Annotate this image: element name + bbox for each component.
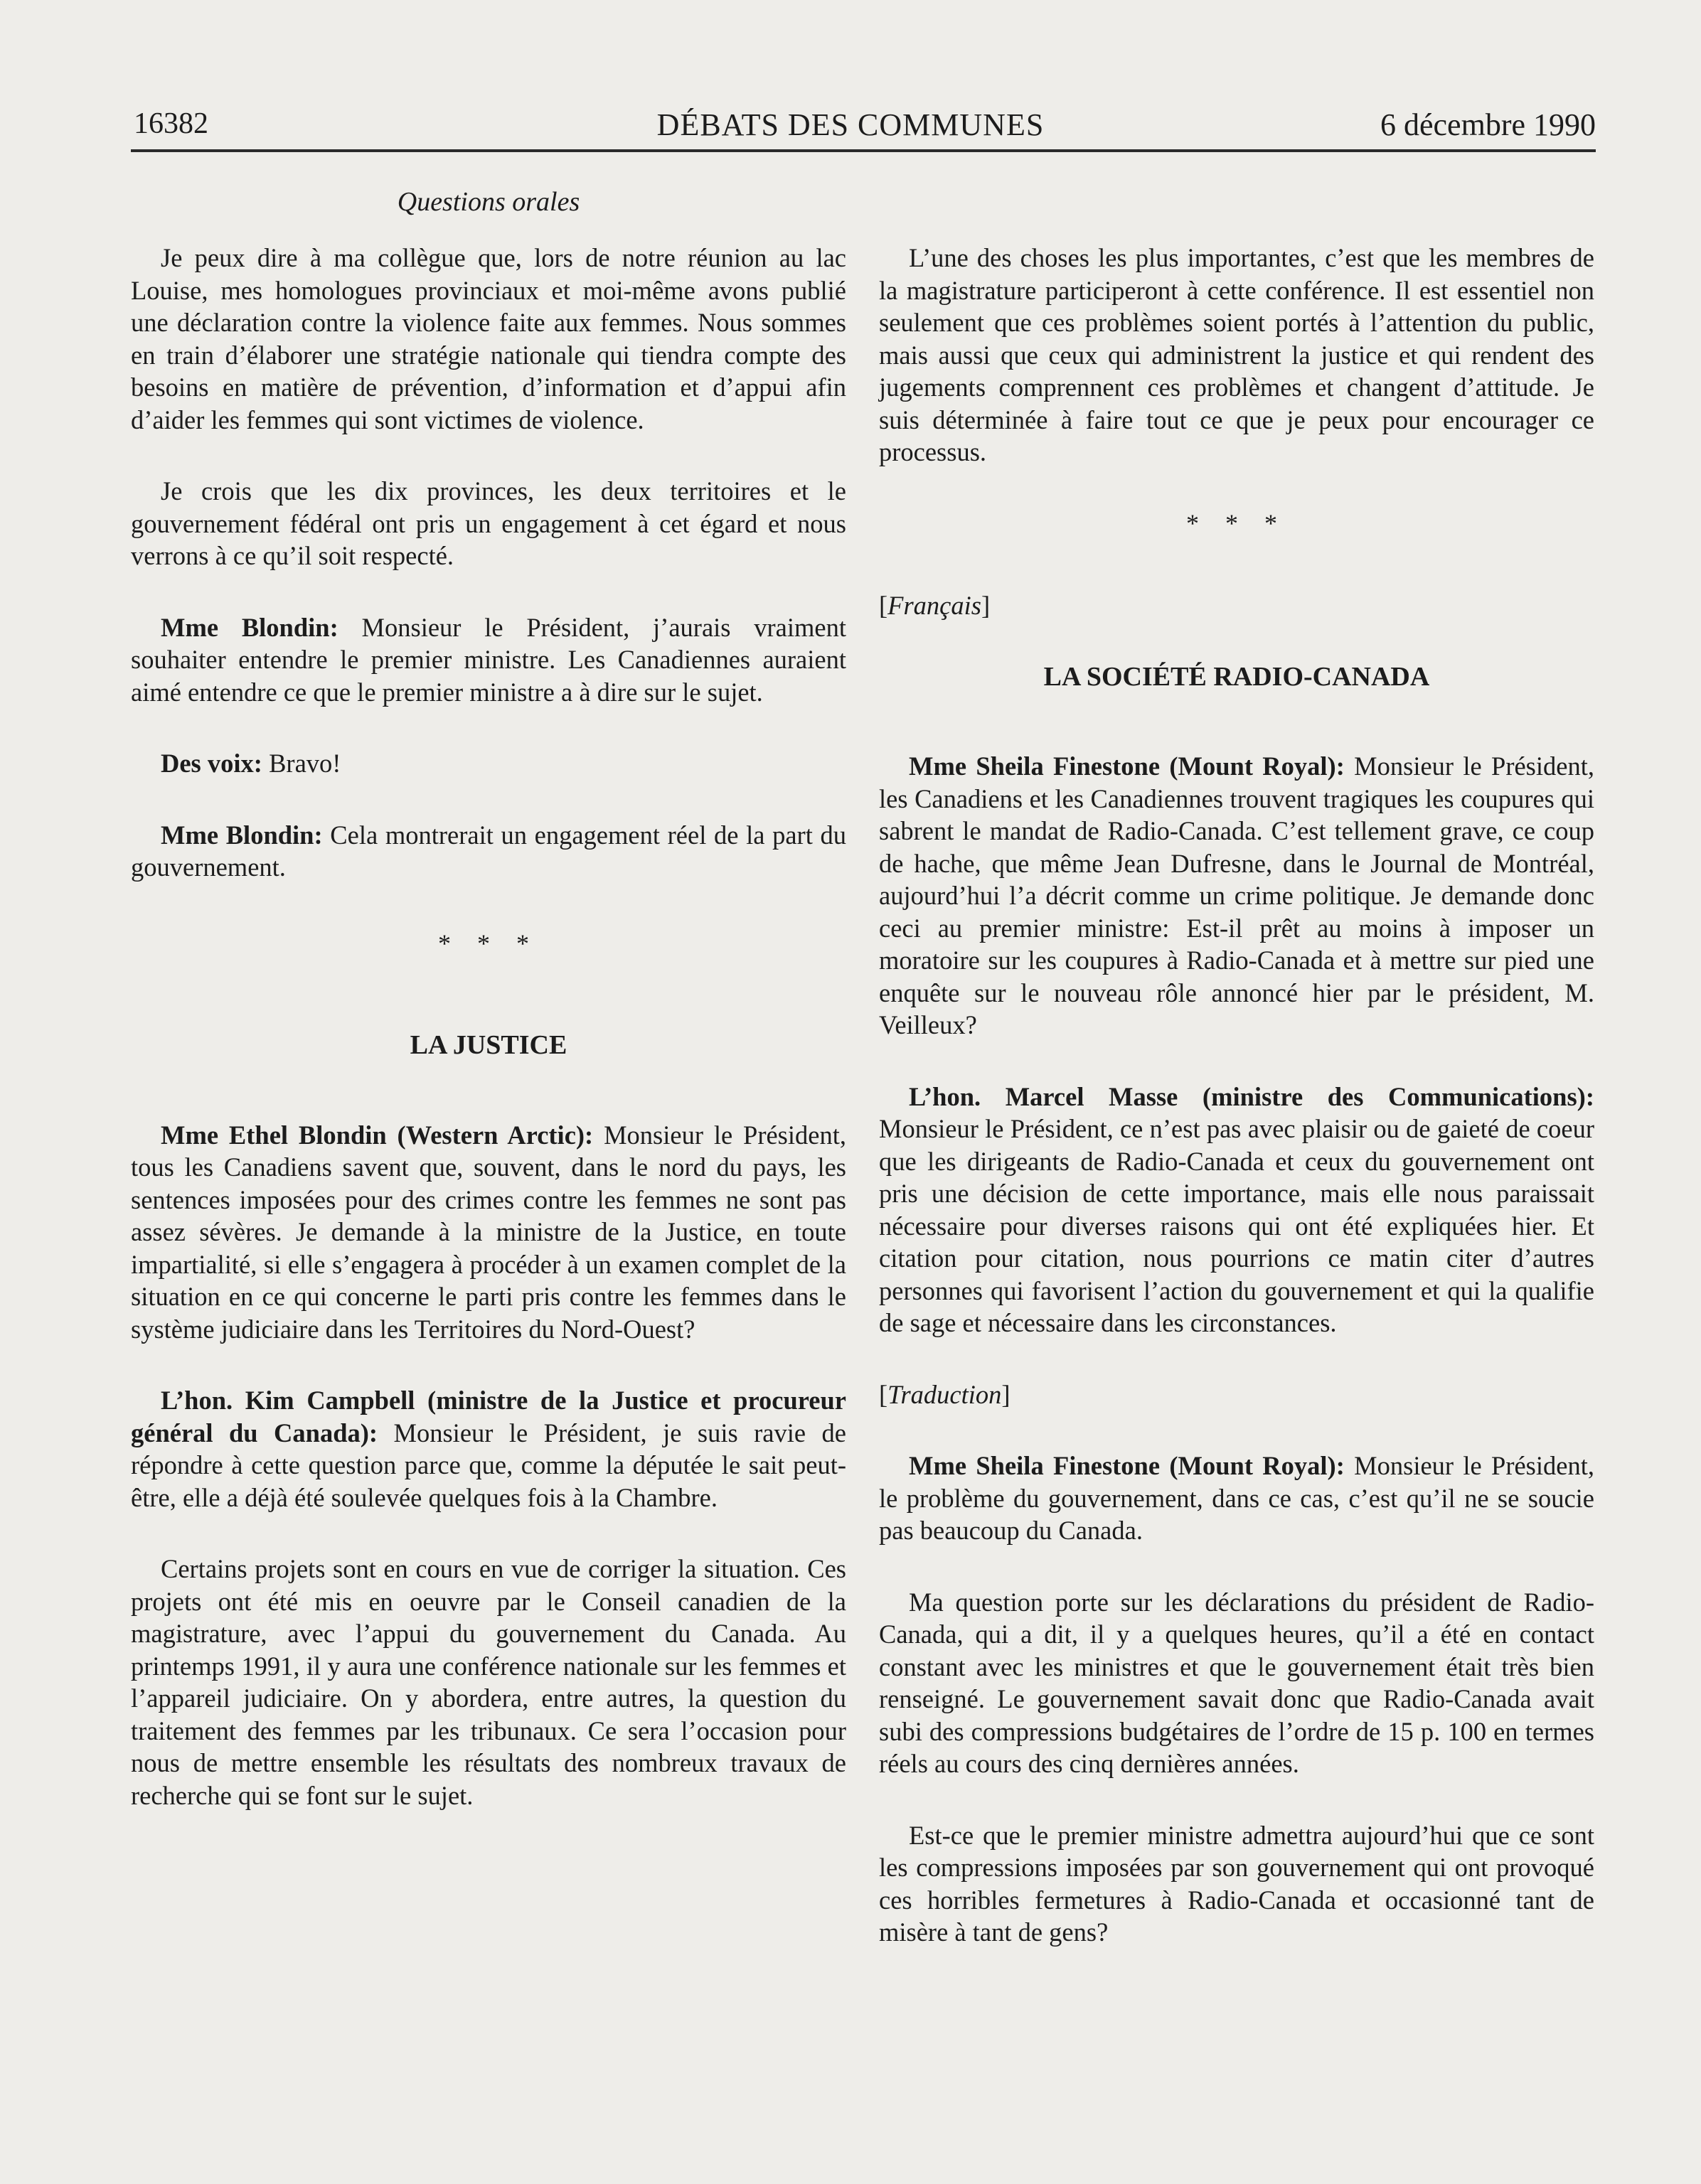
speaker-name: L’hon. Kim Campbell (ministre de la Justice et procureur général du Canada): xyxy=(131,1386,846,1447)
speech-paragraph xyxy=(131,1119,846,1346)
speaker-name: Mme Sheila Finestone (Mount Royal): xyxy=(909,751,1345,781)
right-column xyxy=(879,242,1594,1988)
paragraph: Je crois que les dix provinces, les deux territoires et le gouvernement fédéral ont pris un engagement à cet égard et nous verrons à ce qu’il soit respecté. xyxy=(131,476,846,570)
speech-paragraph xyxy=(131,819,846,884)
issue-date: 6 décembre 1990 xyxy=(1380,107,1596,142)
section-heading: LA SOCIÉTÉ RADIO-CANADA xyxy=(1043,661,1430,692)
left-column xyxy=(131,242,846,1851)
speech-text: Monsieur le Président, je suis ravie de répondre à cette question parce que, comme la députée le sait peut-être, elle a déjà été soulevée quelques fois à la Chambre. xyxy=(131,1418,846,1512)
section-subheading: Questions orales xyxy=(397,187,580,217)
section-heading: LA JUSTICE xyxy=(410,1030,567,1060)
speaker-name: Des voix: xyxy=(161,749,262,778)
speaker-name: Mme Sheila Finestone (Mount Royal): xyxy=(909,1451,1345,1480)
language-label: Français xyxy=(887,591,981,620)
speech-text: Monsieur le Président, tous les Canadiens savent que, souvent, dans le nord du pays, les sentences imposées pour des crimes contre les femmes ne sont pas assez sévères. Je demande à la ministre de la Justice, en toute impartialité, si elle s’engagera à procéder à un examen complet de la situation en ce qui concerne le parti pris contre les femmes dans le système judiciaire dans les Territoires du Nord-Ouest? xyxy=(131,1120,846,1344)
speech-text: Bravo! xyxy=(262,749,341,778)
paragraph: L’une des choses les plus importantes, c’est que les membres de la magistrature participeront à cette conférence. Il est essentiel non seulement que ces problèmes soient portés à l’attention du public, mais aussi que ceux qui administrent la justice et qui rendent des jugements comprennent ces problèmes et changent d’attitude. Je suis déterminée à faire tout ce que je peux pour encourager ce processus. xyxy=(879,243,1594,466)
paragraph: Ma question porte sur les déclarations du président de Radio-Canada, qui a dit, il y a quelques heures, qu’il a été en contact constant avec les ministres et que le gouvernement était très bien renseigné. Le gouvernement savait donc que Radio-Canada avait subi des compressions budgétaires de l’ordre de 15 p. 100 en termes réels au cours des cinq dernières années. xyxy=(879,1587,1594,1778)
speech-text: Monsieur le Président, ce n’est pas avec plaisir ou de gaieté de coeur que les dirigeants de Radio-Canada et ceux du gouvernement ont pris une décision de cette importance, mais elle nous paraissait nécessaire pour diverses raisons qui ont été expliquées hier. Et citation pour citation, nous pourrions ce matin citer d’autres personnes qui favorisent l’action du gouvernement et qui la qualifie de sage et nécessaire dans les circonstances. xyxy=(879,1114,1594,1337)
speech-text: Cela montrerait un engagement réel de la part du gouvernement. xyxy=(131,820,846,882)
language-marker: [Français] xyxy=(879,591,991,620)
speech-text: Monsieur le Président, j’aurais vraiment souhaiter entendre le premier ministre. Les Canadiennes auraient aimé entendre ce que le premier ministre a à dire sur le sujet. xyxy=(131,612,846,707)
paragraph: Est-ce que le premier ministre admettra aujourd’hui que ce sont les compressions imposées par son gouvernement qui ont provoqué ces horribles fermetures à Radio-Canada et occasionné tant de misère à tant de gens? xyxy=(879,1820,1594,1947)
speech-text: Monsieur le Président, le problème du gouvernement, dans ce cas, c’est qu’il ne se soucie pas beaucoup du Canada. xyxy=(879,1451,1594,1545)
section-separator: * * * xyxy=(1186,508,1287,537)
speaker-name: Mme Blondin: xyxy=(161,820,323,850)
speaker-name: L’hon. Marcel Masse (ministre des Communications): xyxy=(909,1081,1594,1111)
section-separator: * * * xyxy=(438,928,539,958)
speaker-name: Mme Blondin: xyxy=(161,612,338,642)
speech-paragraph xyxy=(131,747,846,780)
language-label: Traduction xyxy=(887,1379,1002,1409)
page-number: 16382 xyxy=(134,107,208,140)
paragraph: Certains projets sont en cours en vue de corriger la situation. Ces projets ont été mis en oeuvre par le Conseil canadien de la magistrature, avec l’appui du gouvernement du Canada. Au printemps 1991, il y aura une conférence nationale sur les femmes et l’appareil judiciaire. On y abordera, entre autres, la question du traitement des femmes par les tribunaux. Ce sera l’occasion pour nous de mettre ensemble les résultats des nombreux travaux de recherche qui se font sur le sujet. xyxy=(131,1554,846,1810)
speech-paragraph xyxy=(131,611,846,709)
running-title: DÉBATS DES COMMUNES xyxy=(656,107,1045,142)
speech-paragraph xyxy=(879,750,1594,1042)
speech-paragraph xyxy=(879,1081,1594,1339)
speech-paragraph xyxy=(879,1450,1594,1547)
language-marker: [Traduction] xyxy=(879,1379,1011,1409)
speech-paragraph xyxy=(131,1384,846,1514)
header-rule xyxy=(131,149,1596,152)
speech-text: Monsieur le Président, les Canadiens et les Canadiennes trouvent tragiques les coupures qui sabrent le mandat de Radio-Canada. C’est tellement grave, ce coup de hache, que même Jean Dufresne, dans le Journal de Montréal, aujourd’hui l’a décrit comme un crime politique. Je demande donc ceci au premier ministre: Est-il prêt au moins à imposer un moratoire sur les coupures à Radio-Canada et à mettre sur pied une enquête sur le nouveau rôle annoncé hier par le président, M. Veilleux? xyxy=(879,751,1594,1039)
paragraph: Je peux dire à ma collègue que, lors de notre réunion au lac Louise, mes homologues provinciaux et moi-même avons publié une déclaration contre la violence faite aux femmes. Nous sommes en train d’élaborer une stratégie nationale qui tiendra compte des besoins en matière de prévention, d’information et d’appui afin d’aider les femmes qui sont victimes de violence. xyxy=(131,243,846,434)
speaker-name: Mme Ethel Blondin (Western Arctic): xyxy=(161,1120,594,1150)
